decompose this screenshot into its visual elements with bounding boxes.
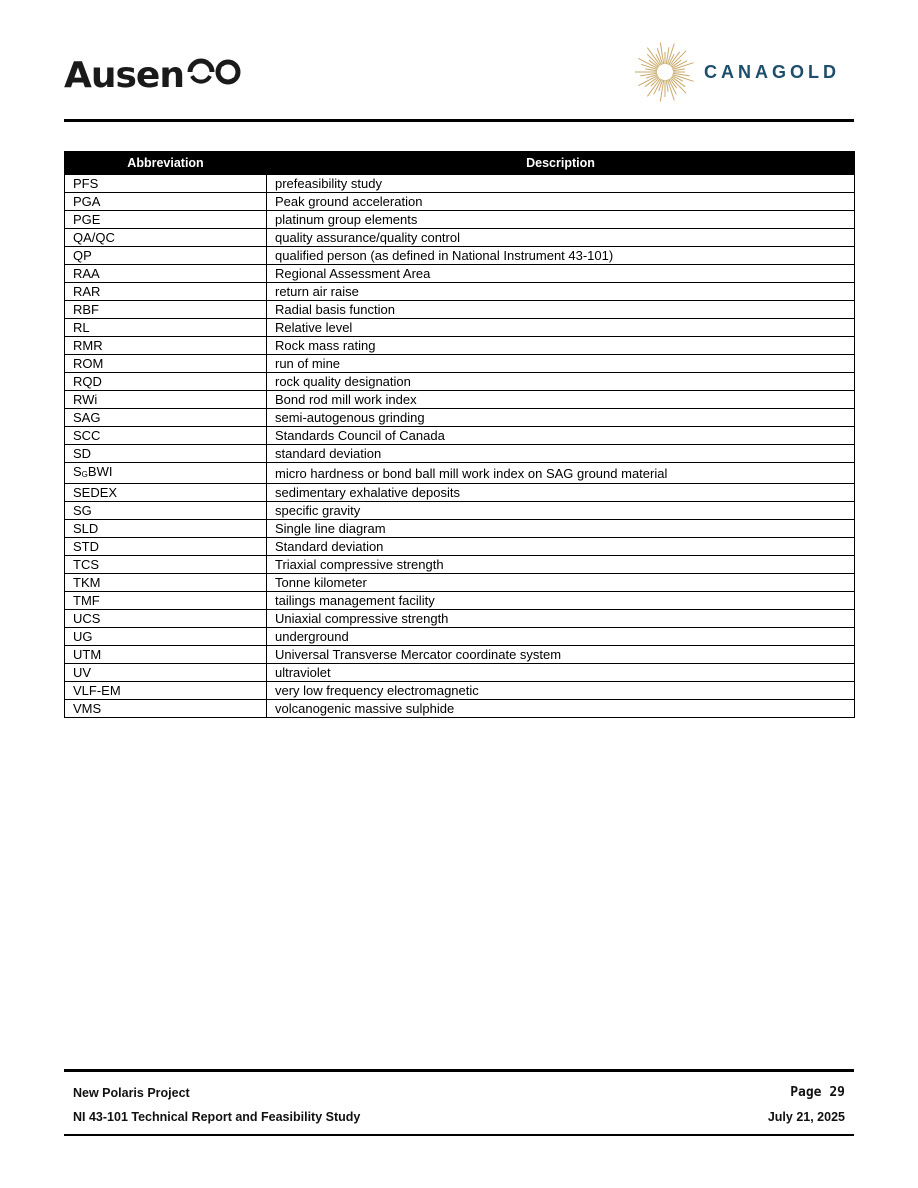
abbreviation-cell: PGA (65, 193, 267, 211)
abbreviation-cell: UCS (65, 610, 267, 628)
table-row (65, 301, 855, 319)
table-row (65, 646, 855, 664)
description-cell: Radial basis function (267, 301, 855, 319)
abbreviation-cell: UG (65, 628, 267, 646)
abbreviation-cell: RQD (65, 373, 267, 391)
description-cell: Standards Council of Canada (267, 427, 855, 445)
description-cell: ultraviolet (267, 664, 855, 682)
abbreviation-cell: TMF (65, 592, 267, 610)
description-cell: Tonne kilometer (267, 574, 855, 592)
sunburst-ray (660, 80, 663, 102)
abbreviation-cell: QP (65, 247, 267, 265)
description-cell: run of mine (267, 355, 855, 373)
abbreviation-cell: SG (65, 502, 267, 520)
table-header-row (65, 152, 855, 175)
ausenco-logo: Ausen (64, 56, 242, 96)
abbreviation-cell: RMR (65, 337, 267, 355)
description-cell: Relative level (267, 319, 855, 337)
column-header-abbreviation: Abbreviation (65, 152, 267, 175)
abbreviation-cell: SCC (65, 427, 267, 445)
description-cell: Uniaxial compressive strength (267, 610, 855, 628)
abbreviation-cell: UTM (65, 646, 267, 664)
sunburst-icon (634, 40, 696, 104)
description-cell: Triaxial compressive strength (267, 556, 855, 574)
abbreviation-cell: SGBWI (65, 463, 267, 484)
description-cell: quality assurance/quality control (267, 229, 855, 247)
table-row (65, 463, 855, 484)
abbreviation-cell: RL (65, 319, 267, 337)
table-row (65, 592, 855, 610)
footer-date: July 21, 2025 (767, 1110, 845, 1124)
description-cell: qualified person (as defined in National Instrument 43-101) (267, 247, 855, 265)
table-row (65, 211, 855, 229)
description-cell: micro hardness or bond ball mill work index on SAG ground material (267, 463, 855, 484)
abbreviation-table (64, 151, 855, 718)
table-row (65, 229, 855, 247)
abbreviation-cell: RBF (65, 301, 267, 319)
abbreviation-cell: VMS (65, 700, 267, 718)
table-row (65, 319, 855, 337)
description-cell: platinum group elements (267, 211, 855, 229)
description-cell: standard deviation (267, 445, 855, 463)
table-row (65, 610, 855, 628)
abbreviation-cell: SD (65, 445, 267, 463)
table-row (65, 445, 855, 463)
table-row (65, 175, 855, 193)
canagold-logo (634, 38, 840, 106)
table-row (65, 574, 855, 592)
description-cell: Bond rod mill work index (267, 391, 855, 409)
table-row (65, 682, 855, 700)
description-cell: sedimentary exhalative deposits (267, 484, 855, 502)
table-row (65, 355, 855, 373)
abbreviation-cell: ROM (65, 355, 267, 373)
description-cell: Regional Assessment Area (267, 265, 855, 283)
abbreviation-cell: VLF-EM (65, 682, 267, 700)
description-cell: specific gravity (267, 502, 855, 520)
footer-report-title: NI 43-101 Technical Report and Feasibility Study (73, 1110, 361, 1124)
abbreviation-cell: TCS (65, 556, 267, 574)
description-cell: underground (267, 628, 855, 646)
table-row (65, 409, 855, 427)
table-row (65, 664, 855, 682)
abbreviation-cell: QA/QC (65, 229, 267, 247)
table-row (65, 193, 855, 211)
sunburst-ray (660, 42, 663, 64)
description-cell: prefeasibility study (267, 175, 855, 193)
table-row (65, 337, 855, 355)
table-row (65, 700, 855, 718)
table-row (65, 628, 855, 646)
table-row (65, 247, 855, 265)
description-cell: Standard deviation (267, 538, 855, 556)
footer-rule-bottom (64, 1134, 854, 1136)
header-rule (64, 119, 854, 122)
description-cell: Universal Transverse Mercator coordinate system (267, 646, 855, 664)
abbreviation-cell: STD (65, 538, 267, 556)
column-header-description: Description (267, 152, 855, 175)
abbreviation-cell: PFS (65, 175, 267, 193)
abbreviation-cell: UV (65, 664, 267, 682)
table-row (65, 391, 855, 409)
description-cell: Rock mass rating (267, 337, 855, 355)
description-cell: semi-autogenous grinding (267, 409, 855, 427)
ausenco-swirl-icon (186, 56, 242, 96)
description-cell: return air raise (267, 283, 855, 301)
description-cell: volcanogenic massive sulphide (267, 700, 855, 718)
description-cell: Single line diagram (267, 520, 855, 538)
canagold-logo-text: CANAGOLD (704, 61, 840, 82)
table-row (65, 502, 855, 520)
footer-page-number: Page 29 (790, 1085, 845, 1100)
abbreviation-cell: SEDEX (65, 484, 267, 502)
table-row (65, 538, 855, 556)
description-cell: tailings management facility (267, 592, 855, 610)
table-row (65, 373, 855, 391)
abbreviation-cell: RAA (65, 265, 267, 283)
description-cell: rock quality designation (267, 373, 855, 391)
description-cell: very low frequency electromagnetic (267, 682, 855, 700)
footer-rule-top (64, 1069, 854, 1072)
abbreviation-cell: TKM (65, 574, 267, 592)
description-cell: Peak ground acceleration (267, 193, 855, 211)
footer-project: New Polaris Project (73, 1086, 190, 1100)
abbreviation-cell: SLD (65, 520, 267, 538)
table-row (65, 427, 855, 445)
abbreviation-cell: SAG (65, 409, 267, 427)
table-row (65, 556, 855, 574)
abbreviation-cell: PGE (65, 211, 267, 229)
table-row (65, 484, 855, 502)
table-row (65, 265, 855, 283)
table-row (65, 283, 855, 301)
abbreviation-cell: RWi (65, 391, 267, 409)
table-row (65, 520, 855, 538)
abbreviation-cell: RAR (65, 283, 267, 301)
